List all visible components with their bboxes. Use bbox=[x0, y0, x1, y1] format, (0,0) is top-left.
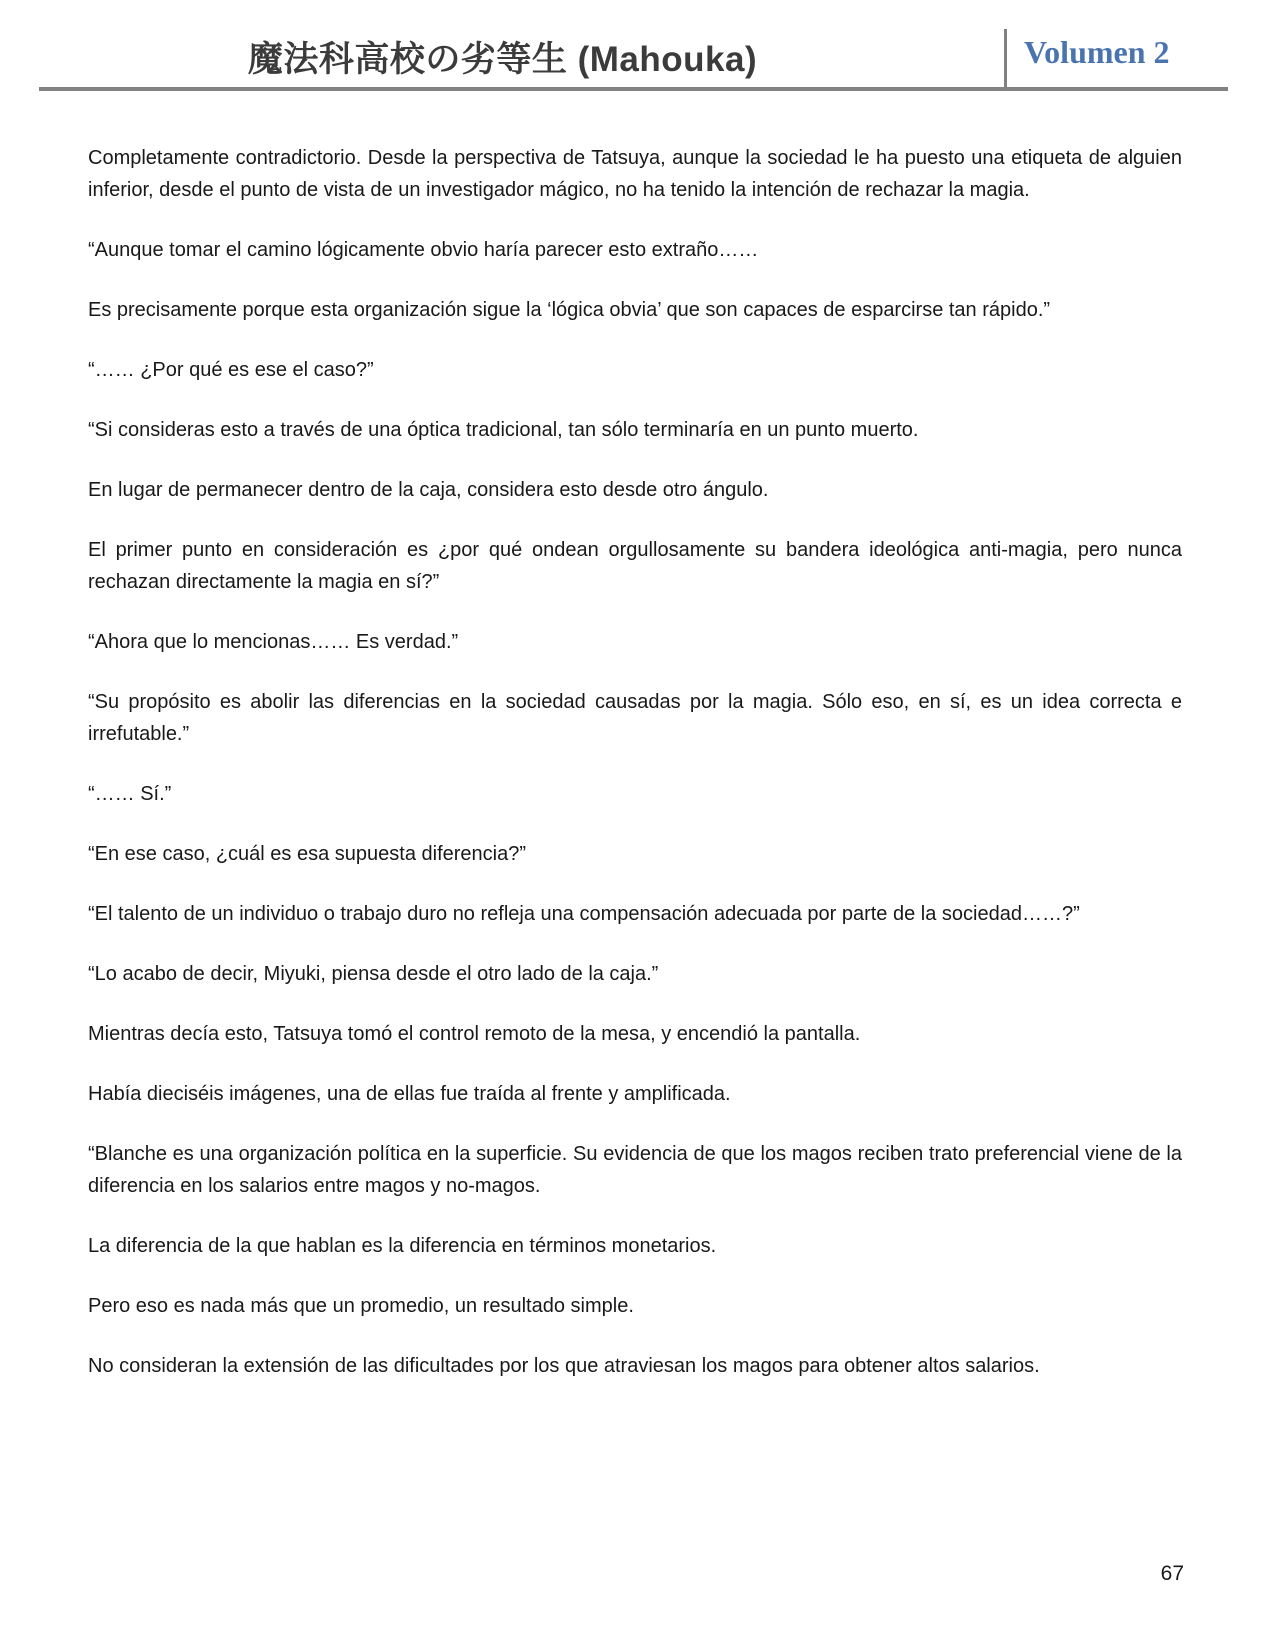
paragraph: La diferencia de la que hablan es la diferencia en términos monetarios. bbox=[88, 1235, 717, 1257]
paragraph: Pero eso es nada más que un promedio, un resultado simple. bbox=[88, 1295, 634, 1317]
paragraph: “El talento de un individuo o trabajo duro no refleja una compensación adecuada por parte de la sociedad……?” bbox=[88, 903, 1080, 925]
paragraph: “Blanche es una organización política en la superficie. Su evidencia de que los magos reciben trato preferencial viene de la diferencia en los salarios entre magos y no-magos. bbox=[88, 1143, 1182, 1197]
page-number: 67 bbox=[1160, 1562, 1184, 1585]
paragraph: “Si consideras esto a través de una óptica tradicional, tan sólo terminaría en un punto muerto. bbox=[88, 419, 919, 441]
body-text bbox=[88, 142, 1182, 1410]
paragraph: “Ahora que lo mencionas…… Es verdad.” bbox=[88, 631, 459, 653]
paragraph: “Su propósito es abolir las diferencias en la sociedad causadas por la magia. Sólo eso, en sí, es un idea correcta e irrefutable.” bbox=[88, 691, 1182, 745]
header-horizontal-rule bbox=[39, 87, 1228, 91]
volume-label: Volumen 2 bbox=[1024, 34, 1170, 70]
page-header bbox=[0, 0, 1275, 92]
paragraph: “…… ¿Por qué es ese el caso?” bbox=[88, 359, 374, 381]
paragraph: Es precisamente porque esta organización sigue la ‘lógica obvia’ que son capaces de esparcirse tan rápido.” bbox=[88, 299, 1051, 321]
paragraph: En lugar de permanecer dentro de la caja, considera esto desde otro ángulo. bbox=[88, 479, 769, 501]
paragraph: Completamente contradictorio. Desde la perspectiva de Tatsuya, aunque la sociedad le ha puesto una etiqueta de alguien inferior, desde el punto de vista de un investigador mágico, no ha tenido la intención de rechazar la magia. bbox=[88, 147, 1182, 201]
paragraph: “Lo acabo de decir, Miyuki, piensa desde el otro lado de la caja.” bbox=[88, 963, 659, 985]
document-title: 魔法科高校の劣等生 (Mahouka) bbox=[247, 40, 758, 79]
paragraph: El primer punto en consideración es ¿por qué ondean orgullosamente su bandera ideológica anti-magia, pero nunca rechazan directamente la magia en sí?” bbox=[88, 539, 1182, 593]
paragraph: “Aunque tomar el camino lógicamente obvio haría parecer esto extraño…… bbox=[88, 239, 759, 261]
paragraph: No consideran la extensión de las dificultades por los que atraviesan los magos para obtener altos salarios. bbox=[88, 1355, 1040, 1377]
paragraph: “…… Sí.” bbox=[88, 783, 172, 805]
paragraph: Mientras decía esto, Tatsuya tomó el control remoto de la mesa, y encendió la pantalla. bbox=[88, 1023, 861, 1045]
header-vertical-divider bbox=[1004, 29, 1007, 91]
paragraph: “En ese caso, ¿cuál es esa supuesta diferencia?” bbox=[88, 843, 527, 865]
paragraph: Había dieciséis imágenes, una de ellas fue traída al frente y amplificada. bbox=[88, 1083, 731, 1105]
